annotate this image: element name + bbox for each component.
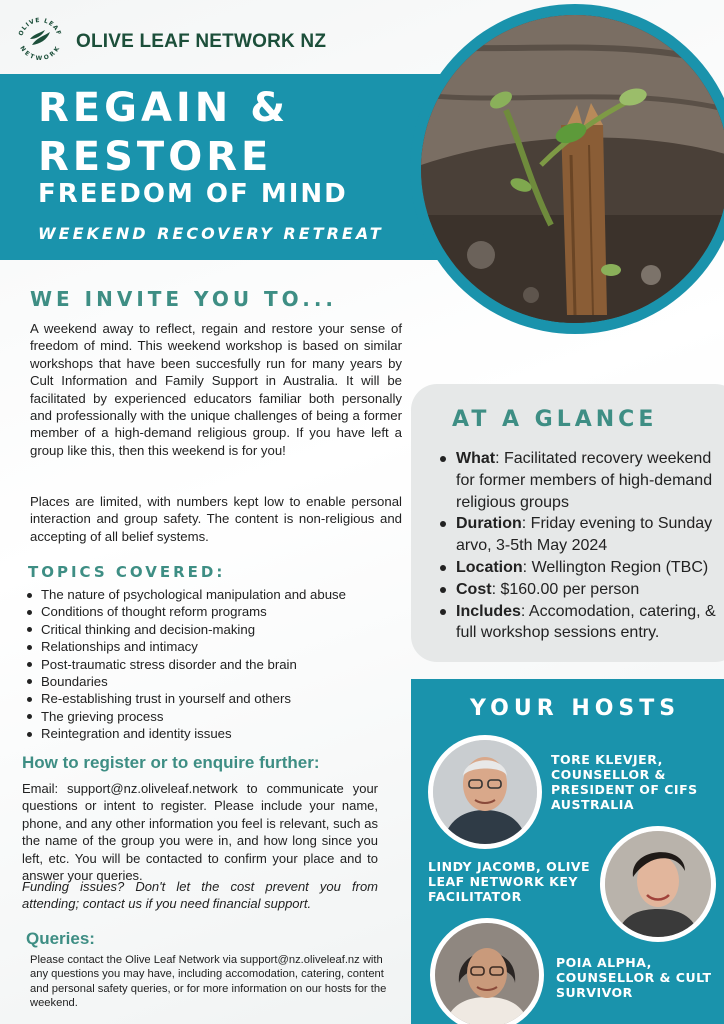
- host-caption-poia: POIA ALPHA, COUNSELLOR & CULT SURVIVOR: [556, 955, 712, 1000]
- register-heading: How to register or to enquire further:: [22, 753, 320, 772]
- glance-text: : Wellington Region (TBC): [522, 558, 709, 576]
- svg-text:OLIVE LEAF: OLIVE LEAF: [17, 16, 63, 37]
- invite-paragraph: A weekend away to reflect, regain and restore your sense of freedom of mind. This weekend workshop is based on similar workshops that have been succesfully run for many years by Cult Information and Family Support in Australia. It will be facilitated by experienced educators familiar both personally and professionally with the unique challenges of being a former member of a high-demand religious group. If you have left a group like this, then this weekend is for you!: [30, 321, 402, 458]
- topic-item: The grieving process: [24, 708, 346, 725]
- title-line-1: REGAIN &: [38, 85, 290, 131]
- topic-item: Relationships and intimacy: [24, 638, 346, 655]
- glance-item: [440, 601, 724, 645]
- title-line-2: RESTORE: [38, 134, 273, 180]
- glance-text: : Friday evening to Sunday arvo, 3-5th May 2024: [456, 515, 713, 555]
- title-line-3: FREEDOM OF MIND: [38, 179, 348, 209]
- topic-item: Conditions of thought reform programs: [24, 603, 346, 620]
- glance-text: : $160.00 per person: [491, 580, 640, 598]
- host-photo-lindy: [600, 826, 716, 942]
- topic-item: Boundaries: [24, 673, 346, 690]
- glance-item: [440, 557, 724, 579]
- glance-item: [440, 448, 724, 513]
- org-name: OLIVE LEAF NETWORK NZ: [76, 31, 327, 52]
- queries-heading: Queries:: [26, 929, 95, 948]
- hosts-heading: YOUR HOSTS: [470, 696, 681, 721]
- funding-note: Funding issues? Don't let the cost prevent you from attending; contact us if you need financial support.: [22, 879, 378, 912]
- glance-label: Cost: [456, 580, 492, 598]
- banner-subtitle: WEEKEND RECOVERY RETREAT: [38, 224, 384, 243]
- topics-heading: TOPICS COVERED:: [28, 563, 226, 581]
- svg-text:NETWORK: NETWORK: [18, 44, 62, 63]
- register-paragraph: Email: support@nz.oliveleaf.network to communicate your questions or intent to register. Please include your name, phone, and any other information you feel is relevant, such as the name of the group you were in, and how long since you left, etc. You will be contacted to confirm your place and to answer your queries.: [22, 781, 378, 884]
- topic-item: Reintegration and identity issues: [24, 725, 346, 742]
- host-caption-tore: TORE KLEVJER, COUNSELLOR & PRESIDENT OF CIFS AUSTRALIA: [551, 752, 698, 812]
- topic-item: Re-establishing trust in yourself and others: [24, 690, 346, 707]
- topic-item: Critical thinking and decision-making: [24, 621, 346, 638]
- glance-heading: AT A GLANCE: [452, 407, 658, 432]
- glance-item: [440, 579, 724, 601]
- glance-label: What: [456, 450, 496, 467]
- glance-text: : Accomodation, catering, & full workshop sessions entry.: [456, 602, 716, 642]
- glance-list: [440, 448, 724, 644]
- glance-label: Location: [456, 558, 523, 576]
- queries-paragraph: Please contact the Olive Leaf Network via support@nz.oliveleaf.nz with any questions you may have, including accomodation, catering, content and personal safety queries, or for more information on our hosts for the weekend.: [30, 954, 387, 1010]
- olive-leaf-logo: [14, 12, 66, 64]
- glance-text: : Facilitated recovery weekend for former members of high-demand religious groups: [456, 450, 713, 511]
- topic-item: The nature of psychological manipulation and abuse: [24, 586, 346, 603]
- host-photo-tore: [428, 735, 542, 849]
- sprouting-stump-photo: [421, 15, 724, 323]
- glance-item: [440, 513, 724, 557]
- glance-label: Includes: [456, 602, 521, 620]
- invite-heading: WE INVITE YOU TO...: [30, 287, 338, 311]
- host-caption-lindy: LINDY JACOMB, OLIVE LEAF NETWORK KEY FACILITATOR: [428, 859, 591, 904]
- host-photo-poia: [430, 918, 544, 1024]
- places-paragraph: Places are limited, with numbers kept low to enable personal interaction and group safety. The content is non-religious and accepting of all belief systems.: [30, 494, 402, 544]
- glance-label: Duration: [456, 515, 522, 533]
- topic-item: Post-traumatic stress disorder and the brain: [24, 656, 346, 673]
- topics-list: [24, 586, 346, 743]
